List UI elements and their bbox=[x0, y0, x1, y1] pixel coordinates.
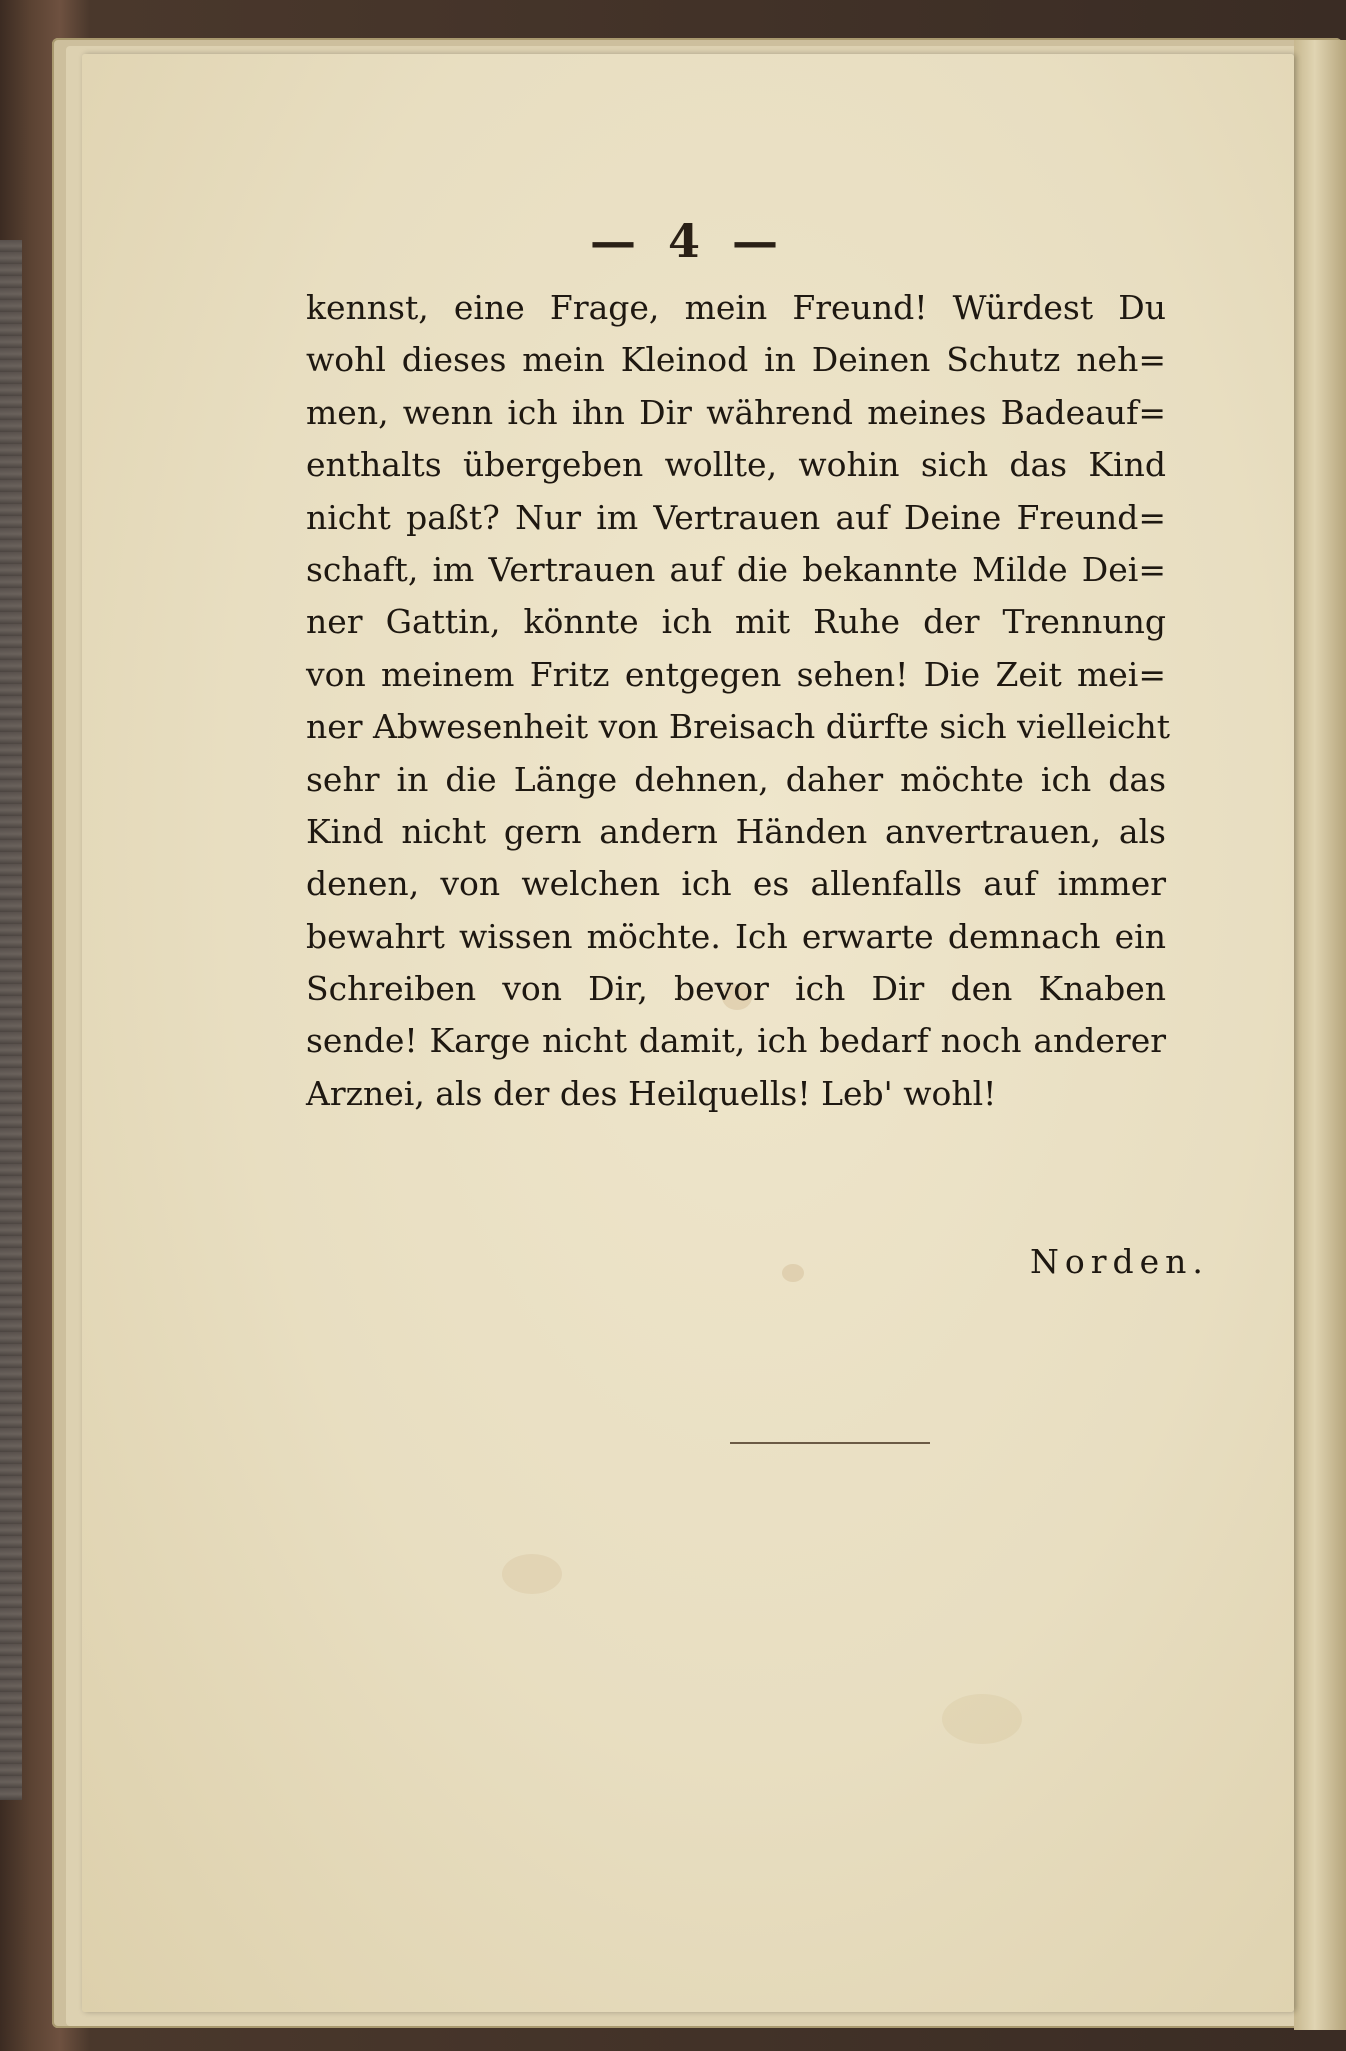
text-line: bewahrt wissen möchte. Ich erwarte demnach ein bbox=[306, 916, 1166, 956]
section-rule bbox=[730, 1442, 930, 1444]
text-line: Arznei, als der des Heilquells! Leb' wohl! bbox=[306, 1073, 997, 1113]
text-line: Schreiben von Dir, bevor ich Dir den Knaben bbox=[306, 969, 1166, 1009]
foxing-spot bbox=[502, 1554, 562, 1594]
text-line: schaft, im Vertrauen auf die bekannte Milde Dei= bbox=[306, 549, 1166, 589]
text-line: sende! Karge nicht damit, ich bedarf noch anderer bbox=[306, 1021, 1166, 1061]
text-line: sehr in die Länge dehnen, daher möchte ich das bbox=[306, 759, 1166, 799]
text-line: nicht paßt? Nur im Vertrauen auf Deine Freund= bbox=[306, 497, 1166, 537]
book-spine bbox=[0, 240, 22, 1800]
facing-page-edge bbox=[1294, 40, 1346, 2030]
signature: Norden. bbox=[1030, 1242, 1209, 1281]
body-text bbox=[306, 282, 1171, 1120]
page-number: — 4 — bbox=[589, 214, 787, 268]
text-line: wohl dieses mein Kleinod in Deinen Schutz neh= bbox=[306, 340, 1166, 380]
text-line: denen, von welchen ich es allenfalls auf immer bbox=[306, 864, 1166, 904]
text-line: men, wenn ich ihn Dir während meines Badeauf= bbox=[306, 392, 1166, 432]
text-line: enthalts übergeben wollte, wohin sich das Kind bbox=[306, 445, 1166, 485]
text-line: kennst, eine Frage, mein Freund! Würdest Du bbox=[306, 288, 1166, 327]
foxing-spot bbox=[942, 1694, 1022, 1744]
text-line: von meinem Fritz entgegen sehen! Die Zeit mei= bbox=[306, 654, 1166, 694]
foxing-spot bbox=[782, 1264, 804, 1282]
book-page bbox=[82, 54, 1294, 2012]
text-line: Kind nicht gern andern Händen anvertrauen, als bbox=[306, 811, 1166, 851]
text-line: ner Gattin, könnte ich mit Ruhe der Trennung bbox=[306, 602, 1166, 642]
text-line: ner Abwesenheit von Breisach dürfte sich vielleicht bbox=[306, 707, 1171, 747]
